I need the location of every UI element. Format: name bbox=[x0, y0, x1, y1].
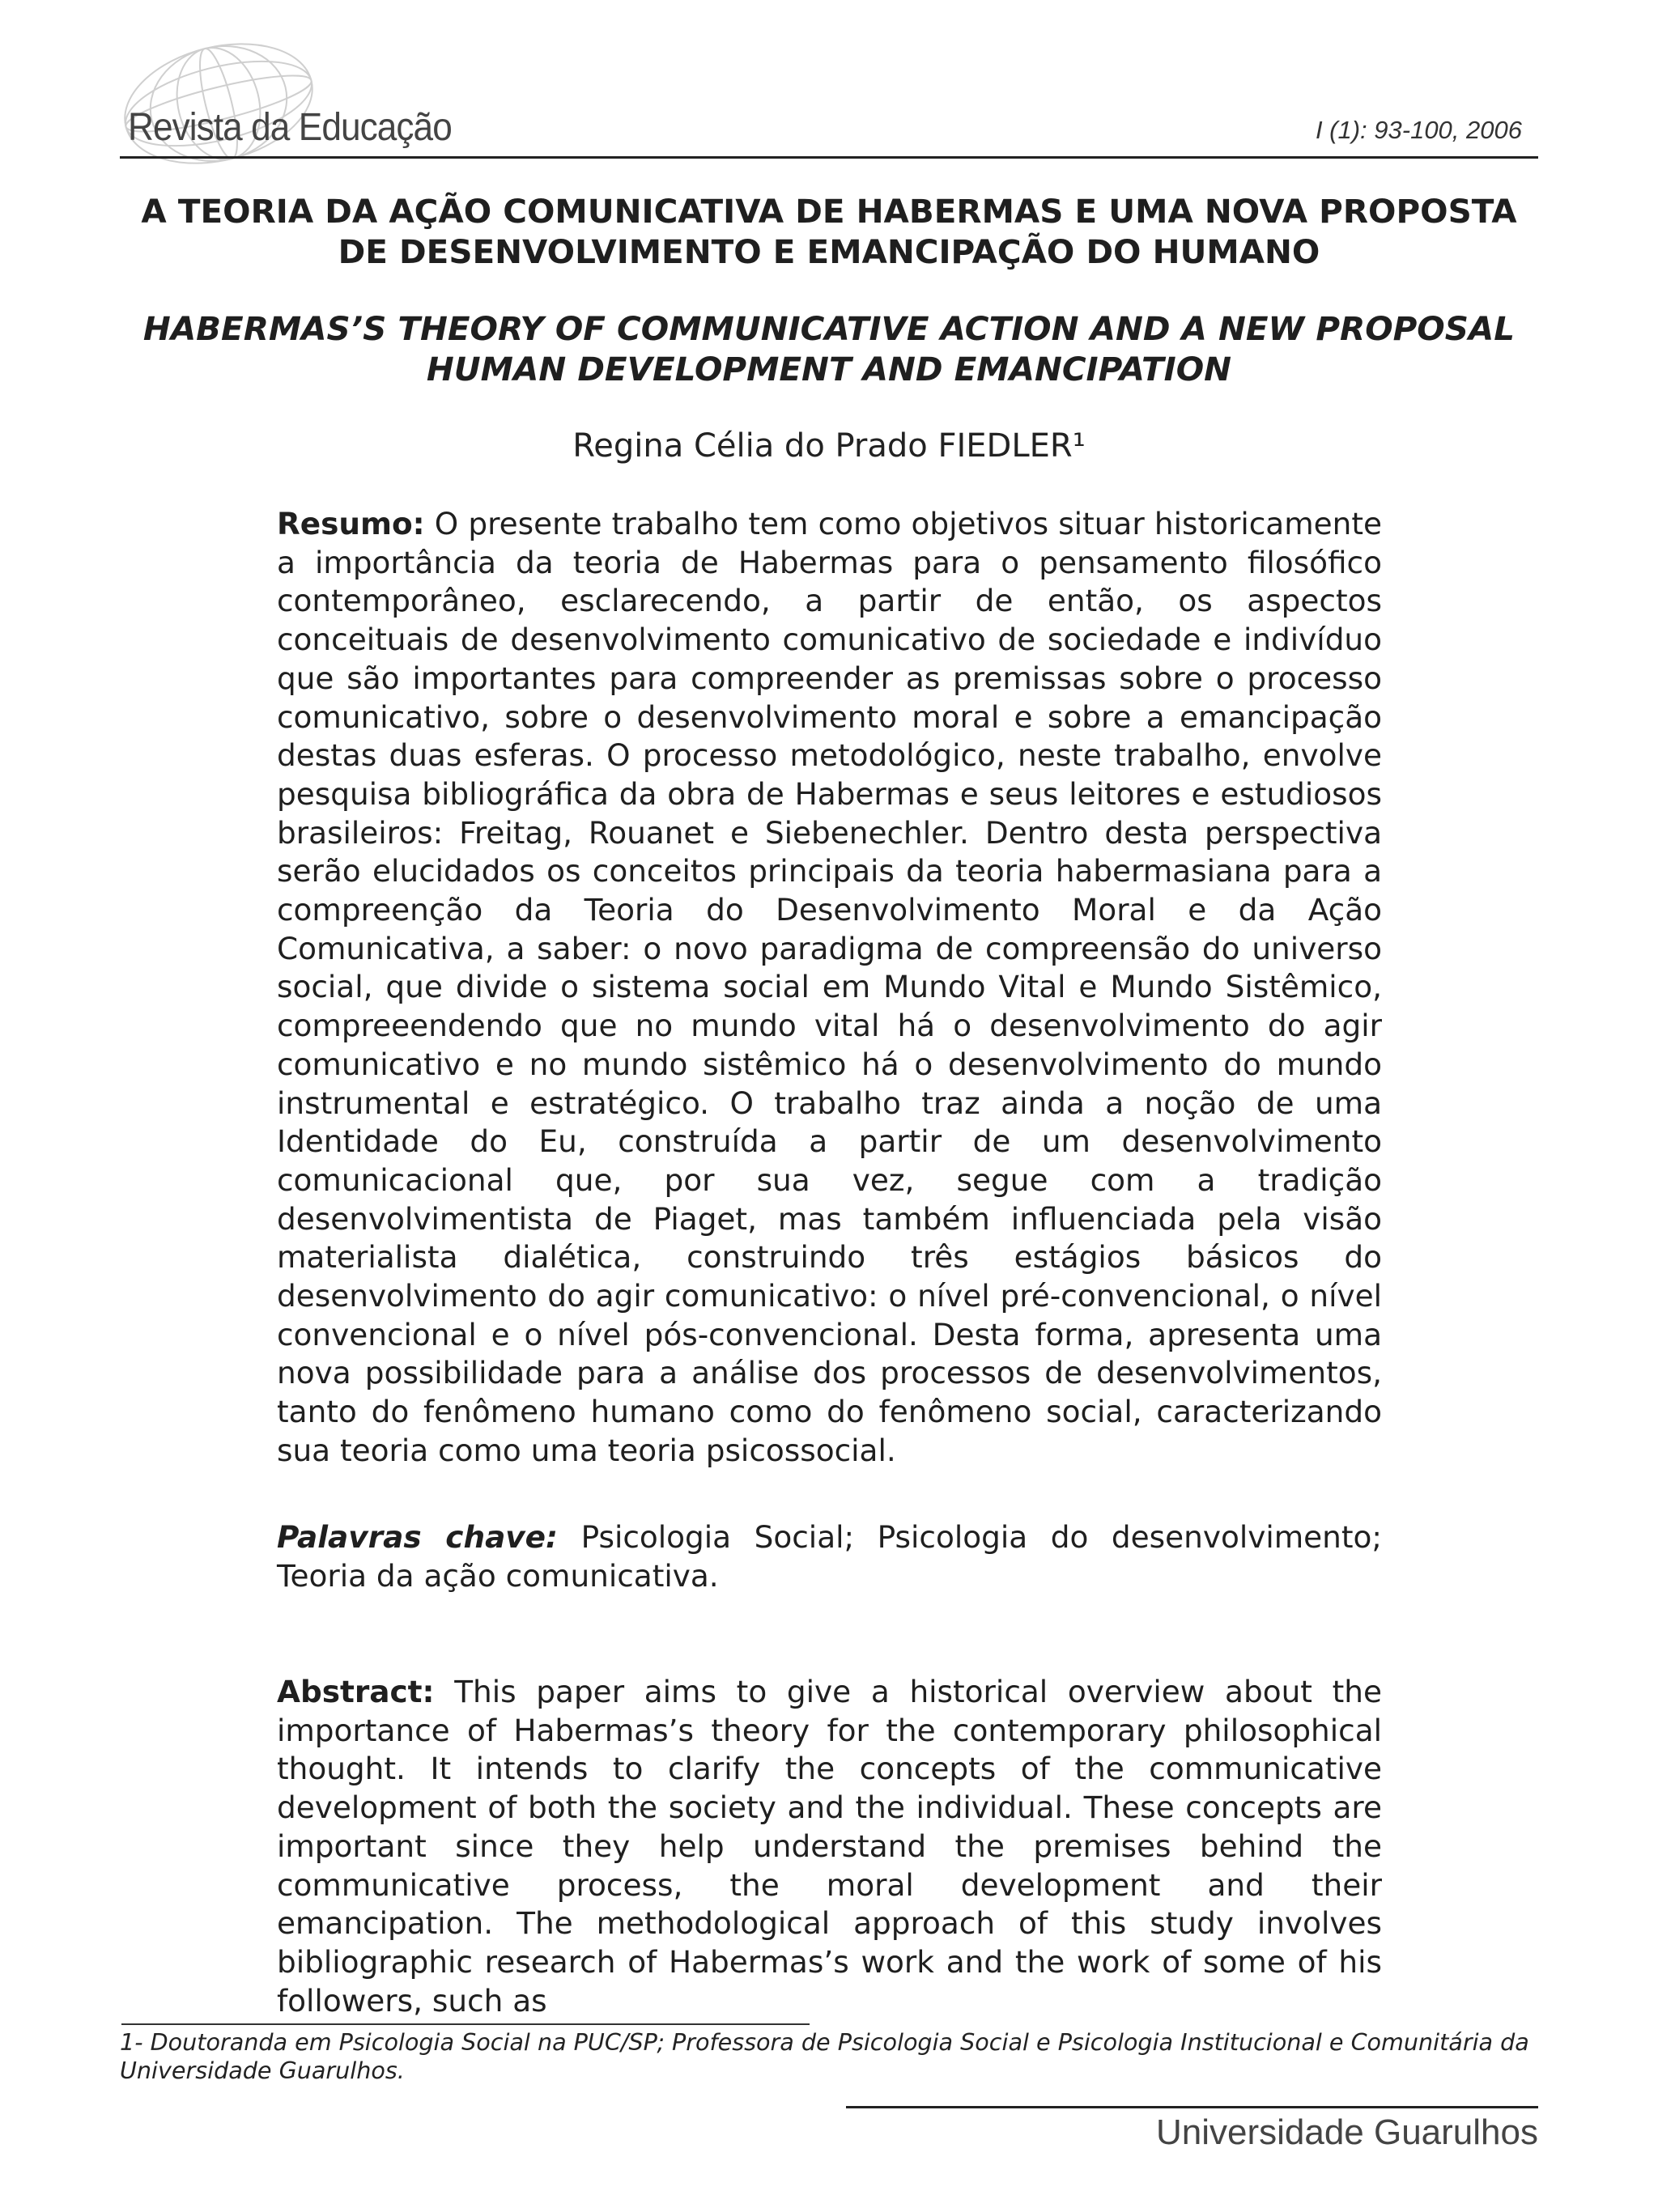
title-english-line-2: HUMAN DEVELOPMENT AND EMANCIPATION bbox=[426, 350, 1232, 388]
journal-globe-logo bbox=[113, 31, 324, 176]
footnote-divider bbox=[121, 2023, 810, 2025]
header-divider bbox=[120, 156, 1538, 159]
keywords-text: Psicologia Social; Psicologia do desenvolvimento; Teoria da ação comunicativa. bbox=[277, 1519, 1382, 1594]
footer-university: Universidade Guarulhos bbox=[1155, 2112, 1538, 2152]
title-portuguese bbox=[113, 191, 1545, 272]
abstract-english-text: This paper aims to give a historical overview about the importance of Habermas’s theory for the contemporary philosophical thought. It intends to clarify the concepts of the communicative development of both the society and the individual. These concepts are important since they help understand the premises behind the communicative process, the moral development and their emancipation. The methodological approach of this study involves bibliographic research of Habermas’s work and the work of some of his followers, such as bbox=[277, 1674, 1382, 2019]
title-english bbox=[113, 308, 1545, 389]
title-portuguese-line-2: DE DESENVOLVIMENTO E EMANCIPAÇÃO DO HUMANO bbox=[338, 232, 1320, 271]
abstract-portuguese-label: Resumo: bbox=[277, 506, 425, 541]
author-name: Regina Célia do Prado FIEDLER¹ bbox=[572, 427, 1086, 465]
journal-name: Revista da Educação bbox=[128, 106, 452, 149]
footer-divider bbox=[846, 2106, 1538, 2108]
title-portuguese-line-1: A TEORIA DA AÇÃO COMUNICATIVA DE HABERMAS E UMA NOVA PROPOSTA bbox=[141, 192, 1517, 231]
abstract-portuguese bbox=[277, 505, 1382, 1471]
footnote: 1- Doutoranda em Psicologia Social na PUC/SP; Professora de Psicologia Social e Psicologia Institucional e Comunitária da Universidade Guarulhos. bbox=[120, 2028, 1529, 2084]
title-english-line-1: HABERMAS’S THEORY OF COMMUNICATIVE ACTION AND A NEW PROPOSAL bbox=[142, 309, 1516, 348]
keywords bbox=[277, 1518, 1382, 1595]
abstract-english-label: Abstract: bbox=[277, 1674, 435, 1709]
abstract-english bbox=[277, 1673, 1382, 2020]
keywords-label: Palavras chave: bbox=[277, 1519, 558, 1555]
abstract-portuguese-text: O presente trabalho tem como objetivos situar historicamente a importância da teoria de Habermas para o pensamento filosófico contemporâneo, esclarecendo, a partir de então, os aspectos conceituais de desenvolvimento comunicativo de sociedade e indivíduo que são importantes para compreender as premissas sobre o processo comunicativo, sobre o desenvolvimento moral e sobre a emancipação destas duas esferas. O processo metodológico, neste trabalho, envolve pesquisa bibliográfica da obra de Habermas e seus leitores e estudiosos brasileiros: Freitag, Rouanet e Siebenechler. Dentro desta perspectiva serão elucidados os conceitos principais da teoria habermasiana para a compreenção da Teoria do Desenvolvimento Moral e da Ação Comunicativa, a saber: o novo paradigma de compreensão do universo social, que divide o sistema social em Mundo Vital e Mundo Sistêmico, compreeendendo que no mundo vital há o desenvolvimento do agir comunicativo e no mundo sistêmico há o desenvolvimento do mundo instrumental e estratégico. O trabalho traz ainda a noção de uma Identidade do Eu, construída a partir de um desenvolvimento comunicacional que, por sua vez, segue com a tradição desenvolvimentista de Piaget, mas também influenciada pela visão materialista dialética, construindo três estágios básicos do desenvolvimento do agir comunicativo: o nível pré-convencional, o nível convencional e o nível pós-convencional. Desta forma, apresenta uma nova possibilidade para a análise dos processos de desenvolvimentos, tanto do fenômeno humano como do fenômeno social, caracterizando sua teoria como uma teoria psicossocial. bbox=[277, 506, 1382, 1468]
issue-reference: I (1): 93-100, 2006 bbox=[1315, 116, 1522, 144]
